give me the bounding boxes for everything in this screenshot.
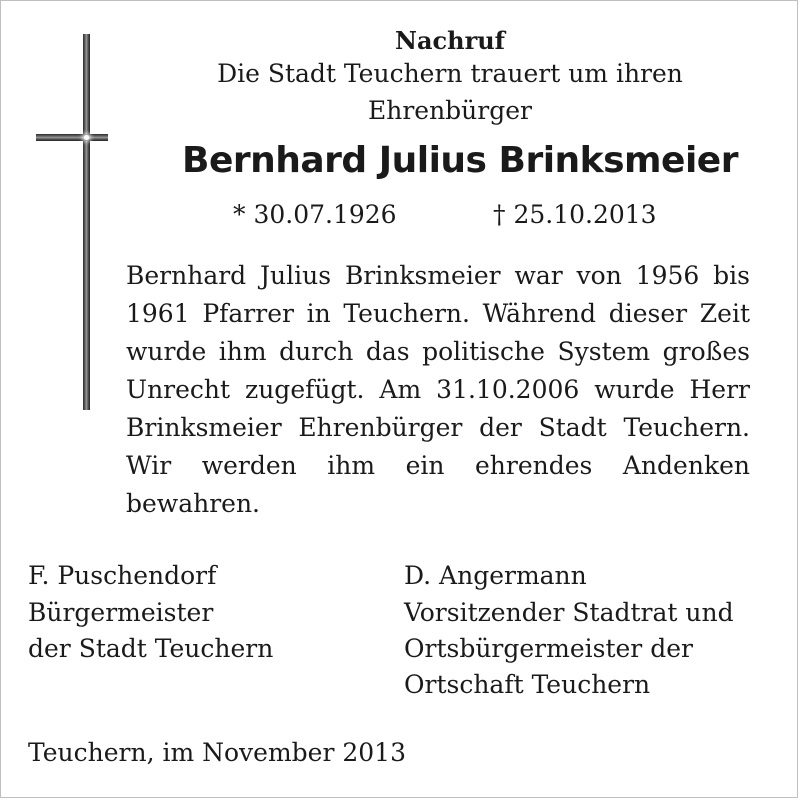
birth-date: * 30.07.1926 <box>233 200 397 229</box>
obituary-title: Nachruf <box>395 26 505 55</box>
left-signatory-role: Bürgermeister <box>28 598 214 627</box>
body-line-5: Brinksmeier Ehrenbürger der Stadt Teuchern. <box>126 413 750 442</box>
cross-icon <box>36 34 108 410</box>
right-signatory-role-2: Ortsbürgermeister der <box>404 634 693 663</box>
right-signatory-name: D. Angermann <box>404 561 587 590</box>
right-signatory-role-3: Ortschaft Teuchern <box>404 670 651 699</box>
body-line-6: Wir werden ihm ein ehrendes Andenken <box>126 451 750 480</box>
mourning-line: Die Stadt Teuchern trauert um ihren <box>217 59 683 88</box>
body-line-4: Unrecht zugefügt. Am 31.10.2006 wurde Herr <box>126 375 750 404</box>
body-line-7: bewahren. <box>126 489 260 518</box>
deceased-name: Bernhard Julius Brinksmeier <box>182 140 738 181</box>
honorary-citizen-line: Ehrenbürger <box>367 96 532 125</box>
place-date-footer: Teuchern, im November 2013 <box>28 738 406 767</box>
body-line-3: wurde ihm durch das politische System großes <box>126 337 750 366</box>
left-signatory-name: F. Puschendorf <box>28 561 217 590</box>
body-line-1: Bernhard Julius Brinksmeier war von 1956 bis <box>126 261 750 290</box>
death-date: † 25.10.2013 <box>493 200 657 229</box>
left-signatory-org: der Stadt Teuchern <box>28 634 274 663</box>
body-line-2: 1961 Pfarrer in Teuchern. Während dieser Zeit <box>126 299 750 328</box>
right-signatory-role-1: Vorsitzender Stadtrat und <box>404 598 734 627</box>
